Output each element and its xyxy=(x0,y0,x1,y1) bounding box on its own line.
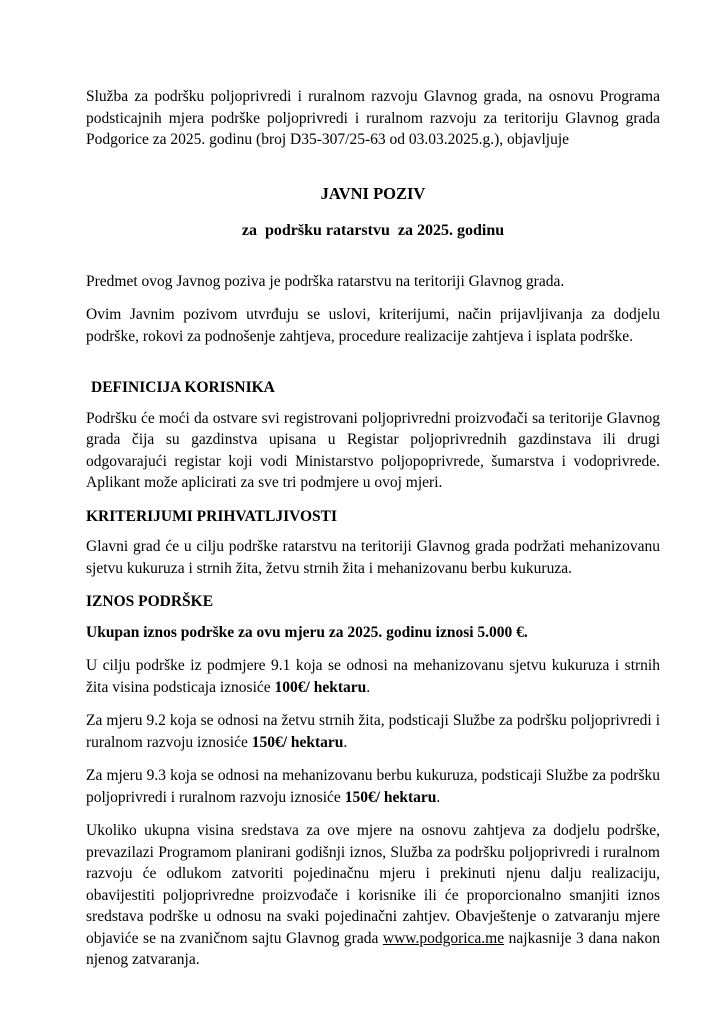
intro-paragraph: Služba za podršku poljoprivredi i ruralnom razvoju Glavnog grada, na osnovu Programa podsticajnih mjera podrške poljoprivredi i ruralnom razvoju za teritoriju Glavnog grada Podgorice za 2025. godinu (broj D35-307/25-63 od 03.03.2025.g.), objavljuje xyxy=(86,88,660,148)
kriterijumi-body: Glavni grad će u cilju podrške ratarstvu na teritoriji Glavnog grada podržati mehanizovanu sjetvu kukuruza i strnih žita, žetvu strnih žita i mehanizovanu berbu kukuruza. xyxy=(86,538,660,577)
mjera-9-2-amount: 150€/ hektaru xyxy=(251,733,344,751)
podgorica-website-link[interactable]: www.podgorica.me xyxy=(382,929,505,947)
predmet-paragraph: Predmet ovog Javnog poziva je podrška ratarstvu na teritoriji Glavnog grada. xyxy=(86,272,565,290)
section-heading-kriterijumi: KRITERIJUMI PRIHVATLJIVOSTI xyxy=(86,507,338,525)
mjera-9-3-text: Za mjeru 9.3 koja se odnosi na mehanizovanu berbu kukuruza, podsticaji Službe za podršku poljoprivredi i ruralnom razvoju iznosiće xyxy=(86,767,660,806)
mjera-9-3-period: . xyxy=(436,788,441,806)
podmjera-9-1-period: . xyxy=(366,678,371,696)
definicija-body: Podršku će moći da ostvare svi registrovani poljoprivredni proizvođači sa teritorije Glavnog grada čija su gazdinstva upisana u Registar poljoprivrednih gazdinstava ili drugi odgovarajući registar koji vodi Ministarstvo poljopoprivrede, šumarstva i vodoprivrede. Aplikant može aplicirati za sve tri podmjere u ovoj mjeri. xyxy=(86,409,660,491)
podmjera-9-1-text: U cilju podrške iz podmjere 9.1 koja se odnosi na mehanizovanu sjetvu kukuruza i strnih žita visina podsticaja iznosiće xyxy=(86,657,660,696)
zatvaranje-paragraph xyxy=(86,820,660,971)
mjera-9-3-amount: 150€/ hektaru xyxy=(344,788,437,806)
mjera-9-2-text: Za mjeru 9.2 koja se odnosi na žetvu strnih žita, podsticaji Službe za podršku poljoprivredi i ruralnom razvoju iznosiće xyxy=(86,712,660,751)
iznos-total-paragraph: Ukupan iznos podrške za ovu mjeru za 2025. godinu iznosi 5.000 €. xyxy=(86,623,528,641)
document-subtitle: za podršku ratarstvu za 2025. godinu xyxy=(241,221,505,239)
uslovi-paragraph: Ovim Javnim pozivom utvrđuju se uslovi, kriterijumi, način prijavljivanja za dodjelu podrške, rokovi za podnošenje zahtjeva, procedure realizacije zahtjeva i isplata podrške. xyxy=(86,306,660,345)
mjera-9-2-paragraph xyxy=(86,710,660,753)
mjera-9-3-paragraph xyxy=(86,765,660,808)
mjera-9-2-period: . xyxy=(343,733,348,751)
zatvaranje-text: Ukoliko ukupna visina sredstava za ove mjere na osnovu zahtjeva za dodjelu podrške, prevazilazi Programom planirani godišnji iznos, Služba za podršku poljoprivredi i ruralnom razvoju će odlukom zatvoriti pojedinačnu mjeru i prekinuti njenu dalju realizaciju, obavijestiti poljoprivredne proizvođače i korisnike ili će proporcionalno smanjiti iznos sredstava podrške u odnosu na svaki pojedinačni zahtjev. Obavještenje o zatvaranju mjere objaviće se na zvaničnom sajtu Glavnog grada xyxy=(86,822,660,947)
podmjera-9-1-amount: 100€/ hektaru xyxy=(274,678,367,696)
section-heading-definicija: DEFINICIJA KORISNIKA xyxy=(91,379,275,396)
section-heading-iznos: IZNOS PODRŠKE xyxy=(86,593,214,610)
document-title: JAVNI POZIV xyxy=(320,183,426,203)
podmjera-9-1-paragraph xyxy=(86,655,660,698)
zatvaranje-text-end: najkasnije 3 dana nakon njenog zatvaranja. xyxy=(86,929,660,968)
